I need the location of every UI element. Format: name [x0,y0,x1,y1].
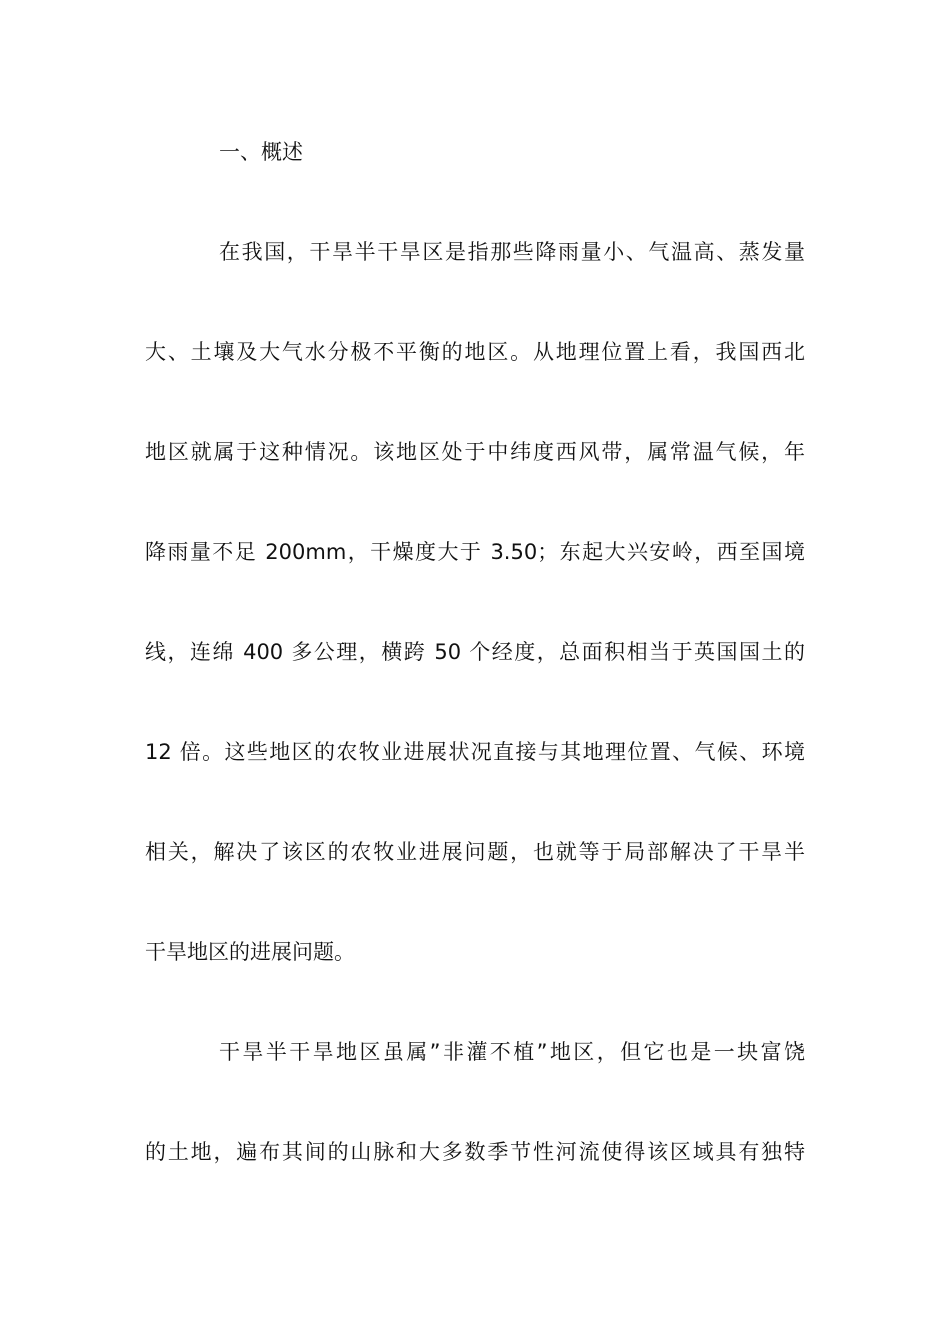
document-body [145,130,805,1230]
paragraph-1-line-1: 在我国，干旱半干旱区是指那些降雨量小、气温高、蒸发量 [219,240,805,264]
paragraph-2-line-2: 的土地，遍布其间的山脉和大多数季节性河流使得该区域具有独特 [145,1140,805,1164]
paragraph-1-line-5: 线，连绵 400 多公理，横跨 50 个经度，总面积相当于英国国土的 [145,640,805,664]
paragraph-1-line-6: 12 倍。这些地区的农牧业进展状况直接与其地理位置、气候、环境 [145,740,805,764]
paragraph-1-line-8: 干旱地区的进展问题。 [145,940,355,964]
paragraph-2-line-1: 干旱半干旱地区虽属”非灌不植”地区，但它也是一块富饶 [219,1040,805,1064]
section-heading: 一、概述 [219,140,303,164]
paragraph-1-line-2: 大、土壤及大气水分极不平衡的地区。从地理位置上看，我国西北 [145,340,805,364]
paragraph-1-line-3: 地区就属于这种情况。该地区处于中纬度西风带，属常温气候，年 [145,440,805,464]
paragraph-1-line-7: 相关，解决了该区的农牧业进展问题，也就等于局部解决了干旱半 [145,840,805,864]
paragraph-1-line-4: 降雨量不足 200mm，干燥度大于 3.50；东起大兴安岭，西至国境 [145,540,805,564]
